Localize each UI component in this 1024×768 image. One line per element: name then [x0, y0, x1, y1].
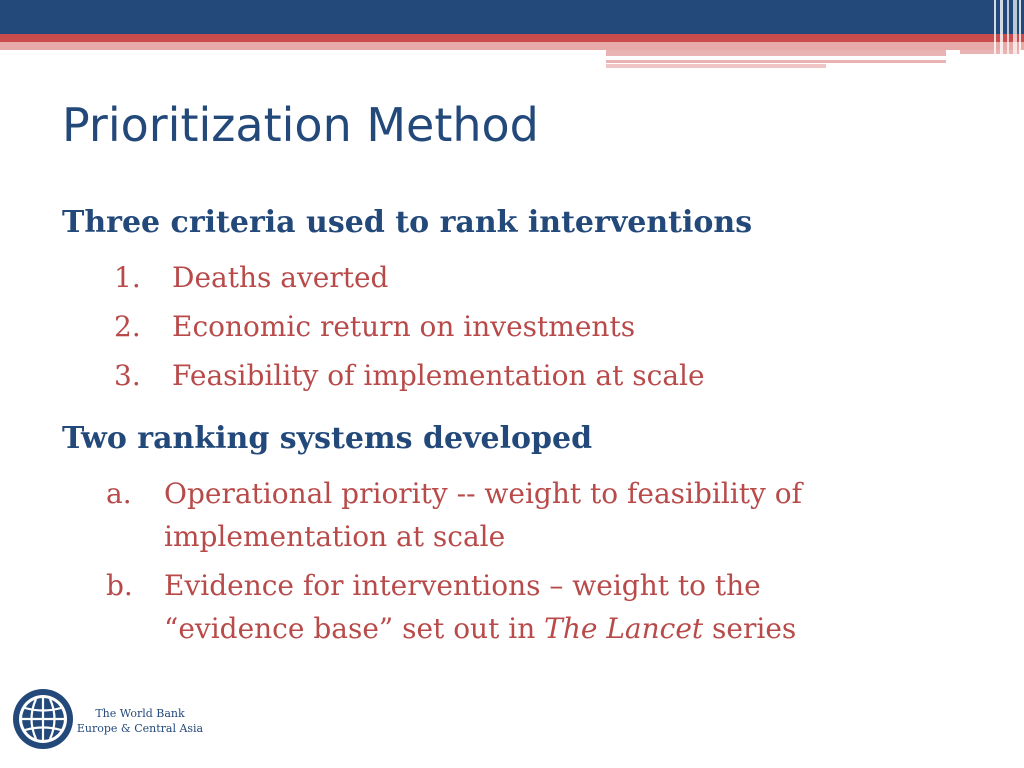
list-item [106, 472, 966, 558]
list-item [114, 305, 914, 348]
section-heading-criteria: Three criteria used to rank interventions [62, 205, 753, 240]
list-marker: a. [106, 477, 132, 510]
slide-title: Prioritization Method [62, 98, 539, 152]
list-marker: 2. [114, 310, 141, 343]
list-item-text-line2: implementation at scale [164, 520, 506, 553]
list-item [114, 256, 914, 299]
list-marker: 1. [114, 261, 141, 294]
list-item-text: Economic return on investments [172, 310, 636, 343]
publication-title: The Lancet [544, 612, 704, 645]
list-item-text-line1: Operational priority -- weight to feasibility of [164, 477, 802, 510]
section-heading-rankings: Two ranking systems developed [62, 421, 593, 456]
text-segment: series [703, 612, 797, 645]
organization-name [70, 706, 210, 736]
org-line-1: The World Bank [95, 707, 185, 720]
list-marker: 3. [114, 359, 141, 392]
list-marker: b. [106, 569, 133, 602]
list-item-text-line2 [164, 607, 796, 650]
text-segment: “evidence base” set out in [164, 612, 545, 645]
list-item-text: Feasibility of implementation at scale [172, 359, 705, 392]
list-item [106, 564, 966, 650]
list-item-text-line1: Evidence for interventions – weight to the [164, 569, 761, 602]
org-line-2: Europe & Central Asia [76, 722, 204, 735]
list-item [114, 354, 914, 397]
header-band [0, 0, 1024, 72]
list-item-text: Deaths averted [172, 261, 389, 294]
world-bank-globe-icon [12, 686, 74, 752]
